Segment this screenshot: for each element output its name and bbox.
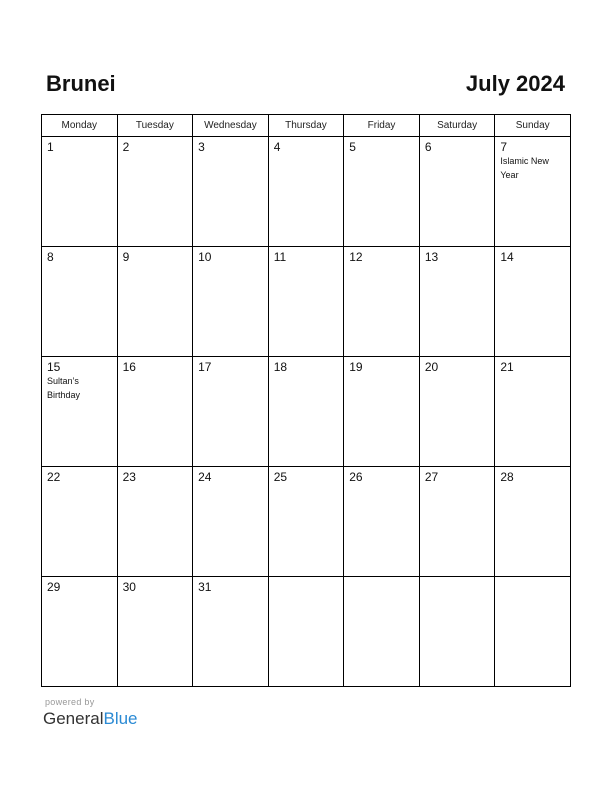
day-number: 27 [424,470,439,484]
day-number: 1 [47,140,54,154]
day-number: 24 [198,470,212,484]
day-cell [495,137,571,247]
day-cell [193,357,269,467]
day-number: 16 [122,360,136,374]
day-number [269,577,344,580]
weekday-header: Friday [344,115,420,137]
day-cell [42,247,118,357]
day-cell [344,247,420,357]
day-cell [268,467,344,577]
weekday-header: Wednesday [193,115,269,137]
day-cell [42,577,118,687]
day-number: 21 [500,360,514,374]
day-number: 29 [47,580,61,594]
day-cell [344,467,420,577]
day-number: 13 [424,250,439,264]
day-number: 12 [349,250,363,264]
footer-branding [43,696,138,729]
day-number: 17 [198,360,212,374]
weekday-header-row [42,115,571,137]
day-cell [419,247,495,357]
brand-blue-text: Blue [103,709,138,728]
day-number: 6 [424,140,432,154]
day-cell [193,577,269,687]
week-row [42,577,571,687]
day-cell [193,247,269,357]
day-cell [419,137,495,247]
calendar-grid [41,114,571,687]
day-number: 22 [47,470,61,484]
day-number: 31 [198,580,212,594]
day-cell [344,357,420,467]
brand-general-text: General [43,709,104,728]
day-cell [268,247,344,357]
day-cell [117,247,193,357]
day-number: 11 [273,250,287,264]
generalblue-logo[interactable] [43,709,138,729]
day-number [420,577,495,580]
day-number: 3 [198,140,205,154]
day-number: 30 [122,580,136,594]
day-cell [193,467,269,577]
country-title: Brunei [46,71,116,96]
day-number: 4 [273,140,281,154]
day-cell [495,357,571,467]
day-number: 20 [424,360,439,374]
day-number: 8 [47,250,54,264]
day-cell [193,137,269,247]
day-number: 2 [122,140,130,154]
day-number: 28 [500,470,514,484]
day-cell [42,467,118,577]
day-number: 9 [122,250,130,264]
day-number: 18 [273,360,288,374]
day-cell [344,577,420,687]
day-number: 25 [273,470,288,484]
day-cell [117,357,193,467]
week-row [42,247,571,357]
day-cell [42,357,118,467]
week-row [42,467,571,577]
day-number [495,577,570,580]
day-number: 14 [500,250,514,264]
day-cell [419,357,495,467]
day-cell [117,577,193,687]
day-cell [268,137,344,247]
day-cell [344,137,420,247]
day-number: 23 [122,470,136,484]
week-row [42,137,571,247]
week-row [42,357,571,467]
day-cell [117,467,193,577]
day-cell [495,467,571,577]
day-cell [495,577,571,687]
holiday-label: Islamic New Year [500,156,549,180]
holiday-label: Sultan’s Birthday [47,376,81,400]
weekday-header: Monday [42,115,118,137]
day-cell [268,577,344,687]
day-cell [268,357,344,467]
powered-by-text: powered by [45,697,95,707]
day-number [344,577,419,580]
day-number: 10 [198,250,212,264]
month-year-title: July 2024 [465,71,565,96]
day-number: 7 [500,140,508,154]
weekday-header: Sunday [495,115,571,137]
day-cell [117,137,193,247]
day-number: 26 [349,470,363,484]
day-cell [419,577,495,687]
weekday-header: Saturday [419,115,495,137]
weekday-header: Thursday [268,115,344,137]
weekday-header: Tuesday [117,115,193,137]
day-cell [42,137,118,247]
day-number: 19 [349,360,363,374]
day-cell [419,467,495,577]
day-number: 15 [47,360,61,374]
day-cell [495,247,571,357]
day-number: 5 [349,140,356,154]
